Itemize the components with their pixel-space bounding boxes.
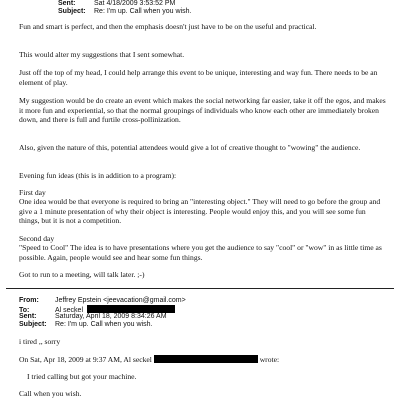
paragraph-second-day: Second day (19, 234, 55, 243)
paragraph-speed-to-cool: "Speed to Cool" The idea is to have presentations where you get the audience to say "cool" or "wow" in as little time as possible. Again, people would see and hear some fun things. (19, 243, 382, 262)
quote-intro-wrote: wrote: (259, 355, 280, 364)
paragraph-fun-and-smart: Fun and smart is perfect, and then the emphasis doesn't just have to be on the useful and practical. (19, 22, 317, 31)
redaction-bar-to (87, 305, 175, 313)
sent-header-1 (58, 0, 175, 8)
sent-value-2: Saturday, April 18, 2009 8:34:26 AM (55, 313, 167, 320)
paragraph-interesting-object: One idea would be that everyone is required to bring an "interesting object." They will need to go before the group and give a 1 minute presentation of why their object is interesting. People would enjoy this, and you will see some fun things, but it is not a competition. (19, 197, 381, 226)
sent-label: Sent: (58, 0, 76, 7)
subject-value-2: Re: I'm up. Call when you wish. (55, 321, 153, 328)
paragraph-top-of-head: Just off the top of my head, I could help arrange this event to be unique, interesting and way fun. There needs to be an element of play. (19, 68, 378, 87)
subject-label: Subject: (58, 8, 86, 15)
subject-header-2 (19, 321, 152, 329)
paragraph-evening-ideas: Evening fun ideas (this is in addition to a program): (19, 171, 177, 180)
paragraph-social-networking: My suggestion would be do create an event which makes the social networking far easier, take it off the egos, and makes it more fun and experiential, so that the normal groupings of individuals who know each other are immediately broken down, and there is full and furtile cross-pollinization. (19, 96, 386, 125)
to-value: Al seckel (55, 307, 84, 314)
separator-line (6, 288, 394, 289)
from-header (19, 297, 186, 305)
subject-value: Re: I'm up. Call when you wish. (94, 8, 192, 15)
quote-intro (19, 355, 387, 365)
quoted-line-1: I tried calling but got your machine. (27, 372, 137, 381)
quoted-line-2: Call when you wish. (19, 389, 82, 398)
sent-value: Sat 4/18/2009 3:53:52 PM (94, 0, 176, 7)
from-label: From: (19, 297, 39, 304)
reply-text: i tired ,, sorry (19, 337, 61, 346)
sent-header-2 (19, 313, 167, 321)
subject-header-1 (58, 8, 191, 16)
sent-label-2: Sent: (19, 313, 37, 320)
to-label: To: (19, 307, 30, 314)
paragraph-got-to-run: Got to run to a meeting, will talk later. ;-) (19, 270, 145, 279)
from-value: Jeffrey Epstein <jeevacation@gmail.com> (55, 297, 186, 304)
quote-intro-text: On Sat, Apr 18, 2009 at 9:37 AM, Al seckel (19, 355, 152, 364)
paragraph-first-day: First day (19, 188, 46, 197)
paragraph-wowing: Also, given the nature of this, potential attendees would give a lot of creative thought to "wowing" the audience. (19, 143, 361, 152)
paragraph-alter-suggestions: This would alter my suggestions that I sent somewhat. (19, 50, 185, 59)
subject-label-2: Subject: (19, 321, 47, 328)
redaction-bar-email (154, 355, 258, 363)
